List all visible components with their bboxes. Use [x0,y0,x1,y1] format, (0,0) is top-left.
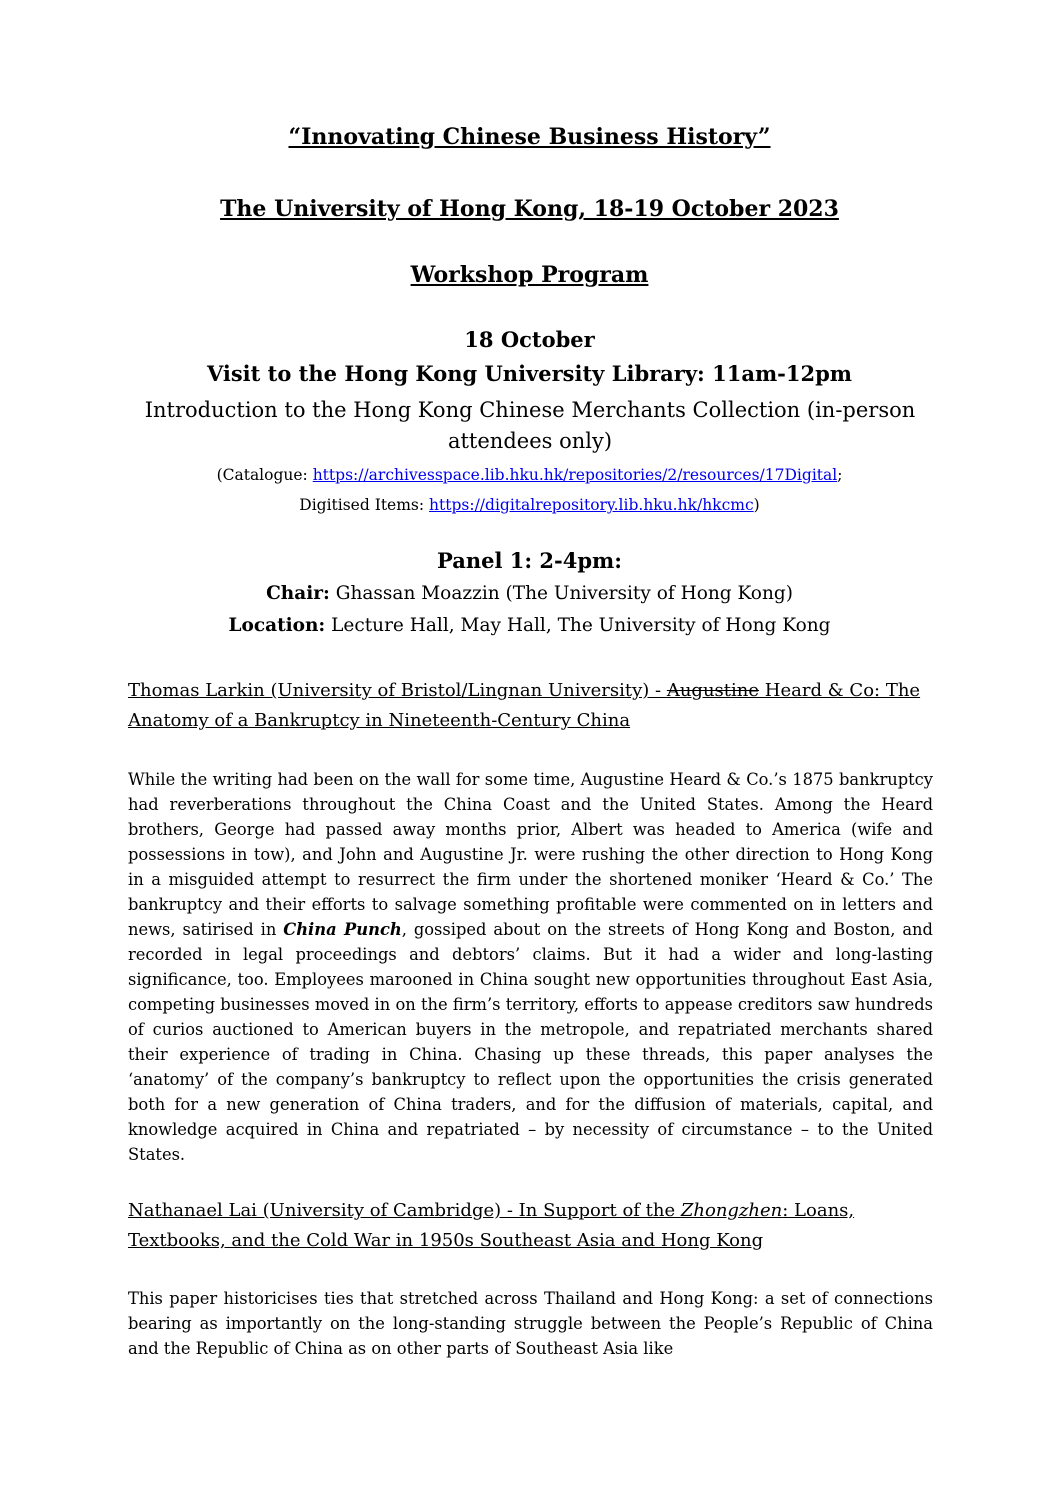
catalogue-link[interactable]: https://archivesspace.lib.hku.hk/repositories/2/resources/17Digital [312,466,838,484]
paper-title-text: Heard & Co: The Anatomy of a Bankruptcy in Nineteenth-Century China [128,680,921,731]
chair-value: Ghassan Moazzin (The University of Hong Kong) [329,583,793,604]
chair-label: Chair: [266,583,330,604]
paper-title-struck-word: Augustine [666,680,760,701]
catalogue-prefix: (Catalogue: [216,466,313,484]
abstract-text: , gossiped about on the streets of Hong Kong and Boston, and recorded in legal proceedings and debtors’ claims. But it had a wider and long-lasting significance, too. Employees marooned in China sought new opportunities throughout East Asia, competing businesses moved in on the firm’s territory, efforts to appease creditors saw hundreds of curios auctioned to American buyers in the metropole, and repatriated merchants shared their experience of trading in China. Chasing up these threads, this paper analyses the ‘anatomy’ of the company’s bankruptcy to reflect upon the opportunities the crisis generated both for a new generation of China traders, and for the diffusion of materials, capital, and knowledge acquired in China and repatriated – by necessity of circumstance – to the United States. [128,920,933,1164]
day-date: 18 October [464,327,595,352]
digitised-items-link[interactable]: https://digitalrepository.lib.hku.hk/hkcmc [429,496,754,514]
digitised-suffix: ) [753,496,760,514]
abstract-text: While the writing had been on the wall for some time, Augustine Heard & Co.’s 1875 bankruptcy had reverberations throughout the China Coast and the United States. Among the Heard brothers, George had passed away months prior, Albert was headed to America (wife and possessions in tow), and John and Augustine Jr. were rushing the other direction to Hong Kong in a misguided attempt to resurrect the firm under the shortened moniker ‘Heard & Co.’ The bankruptcy and their efforts to salvage something profitable were commented on in letters and news, satirised in [128,770,933,939]
location-value: Lecture Hall, May Hall, The University of Hong Kong [325,615,831,636]
library-visit-heading: Visit to the Hong Kong University Library: 11am-12pm [206,361,853,386]
paper-title [128,1196,933,1256]
panel-location [0,615,1059,636]
paper-title-text: : Loans, Textbooks, and the Cold War in 1950s Southeast Asia and Hong Kong [128,1200,855,1251]
paper-title-author: Nathanael Lai (University of Cambridge) - In Support of the [128,1200,681,1221]
program-heading: Workshop Program [410,262,649,288]
paper-title-author: Thomas Larkin (University of Bristol/Lingnan University) - [128,680,667,701]
collection-links [0,460,1059,520]
document-title: “Innovating Chinese Business History” [288,124,771,150]
digitised-prefix: Digitised Items: [299,496,430,514]
location-label: Location: [228,615,326,636]
paper-abstract [128,767,933,1167]
paper-abstract: This paper historicises ties that stretched across Thailand and Hong Kong: a set of connections bearing as importantly on the long-standing struggle between the People’s Republic of China and the Republic of China as on other parts of Southeast Asia like [128,1289,933,1358]
abstract-italic-title: China Punch [283,920,402,939]
panel-title: Panel 1: 2-4pm: [436,548,623,573]
paper-title [128,676,933,736]
document-subtitle: The University of Hong Kong, 18-19 October 2023 [220,196,839,222]
catalogue-suffix: ; [837,466,843,484]
paper-title-italic: Zhongzhen [680,1200,783,1221]
panel-chair [0,583,1059,604]
library-visit-intro: Introduction to the Hong Kong Chinese Merchants Collection (in-person attendees only) [144,398,916,453]
